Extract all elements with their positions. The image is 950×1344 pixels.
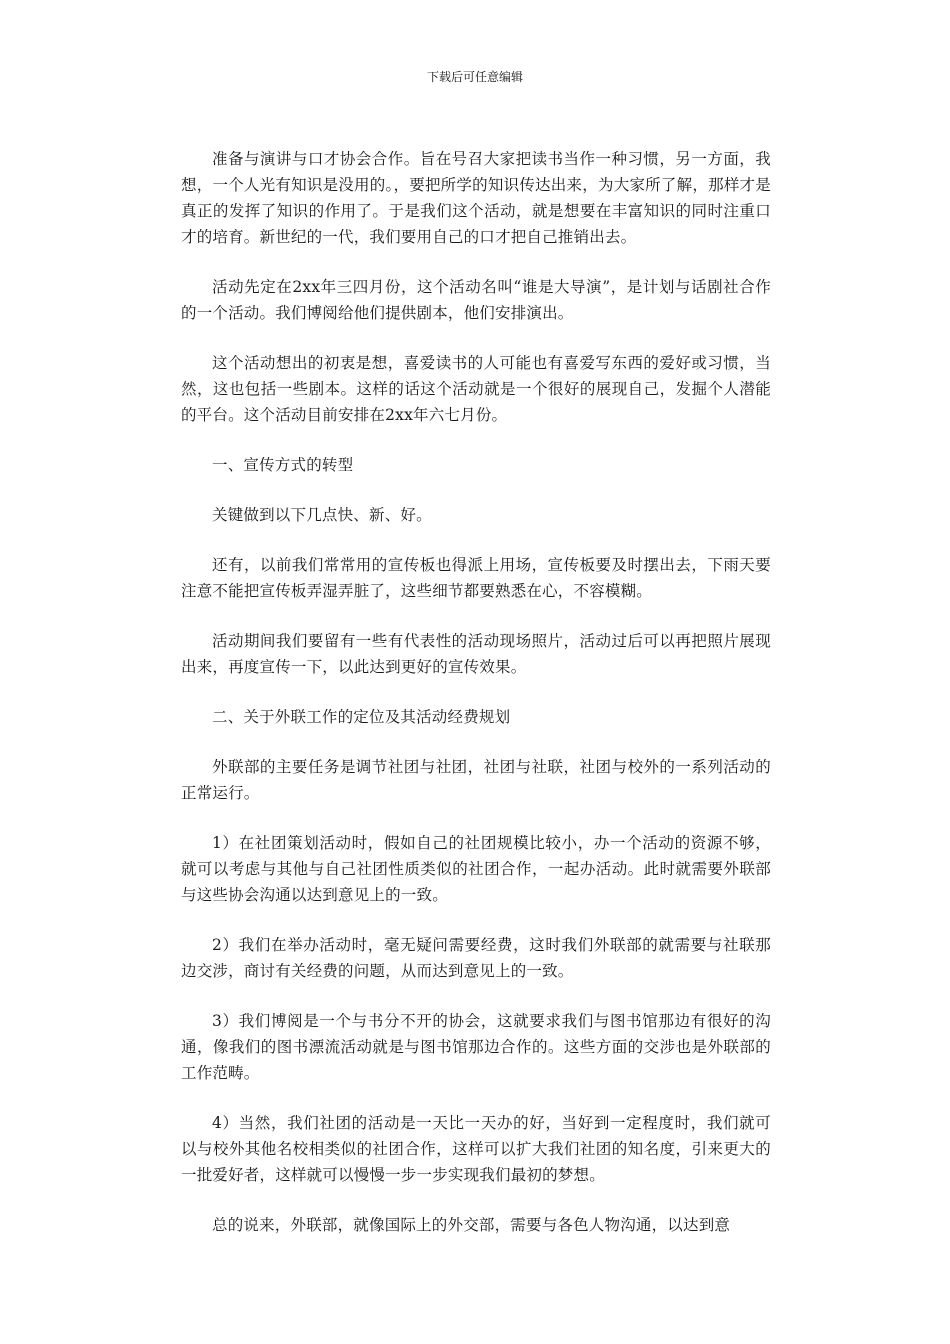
section-heading: 一、宣传方式的转型 — [212, 456, 354, 474]
list-item: 3）我们博阅是一个与书分不开的协会，这就要求我们与图书馆那边有很好的沟通，像我们的图书漂流活动就是与图书馆那边合作的。这些方面的交涉也是外联部的工作范畴。 — [181, 1012, 771, 1082]
list-item: 2）我们在举办活动时，毫无疑问需要经费，这时我们外联部的就需要与社联那边交涉，商讨有关经费的问题，从而达到意见上的一致。 — [181, 936, 771, 980]
document-body — [181, 146, 771, 1262]
list-item: 1）在社团策划活动时，假如自己的社团规模比较小，办一个活动的资源不够，就可以考虑与其他与自己社团性质类似的社团合作，一起办活动。此时就需要外联部与这些协会沟通以达到意见上的一致。 — [181, 834, 771, 904]
paragraph: 外联部的主要任务是调节社团与社团，社团与社联，社团与校外的一系列活动的正常运行。 — [181, 758, 771, 802]
page-header-note: 下载后可任意编辑 — [426, 70, 523, 84]
paragraph: 这个活动想出的初衷是想，喜爱读书的人可能也有喜爱写东西的爱好或习惯，当然，这也包括一些剧本。这样的话这个活动就是一个很好的展现自己，发掘个人潜能的平台。这个活动目前安排在2xx年六七月份。 — [181, 354, 771, 424]
paragraph: 总的说来，外联部，就像国际上的外交部，需要与各色人物沟通，以达到意 — [212, 1216, 731, 1234]
section-heading: 二、关于外联工作的定位及其活动经费规划 — [212, 708, 511, 726]
paragraph: 活动先定在2xx年三四月份，这个活动名叫“谁是大导演”，是计划与话剧社合作的一个活动。我们博阅给他们提供剧本，他们安排演出。 — [181, 278, 771, 322]
paragraph: 还有，以前我们常常用的宣传板也得派上用场，宣传板要及时摆出去，下雨天要注意不能把宣传板弄湿弄脏了，这些细节都要熟悉在心，不容模糊。 — [181, 556, 771, 600]
list-item: 4）当然，我们社团的活动是一天比一天办的好，当好到一定程度时，我们就可以与校外其他名校相类似的社团合作，这样可以扩大我们社团的知名度，引来更大的一批爱好者，这样就可以慢慢一步一步实现我们最初的梦想。 — [181, 1114, 771, 1184]
paragraph: 活动期间我们要留有一些有代表性的活动现场照片，活动过后可以再把照片展现出来，再度宣传一下，以此达到更好的宣传效果。 — [181, 632, 771, 676]
paragraph: 准备与演讲与口才协会合作。旨在号召大家把读书当作一种习惯，另一方面，我想，一个人光有知识是没用的。，要把所学的知识传达出来，为大家所了解，那样才是真正的发挥了知识的作用了。于是我们这个活动，就是想要在丰富知识的同时注重口才的培育。新世纪的一代，我们要用自己的口才把自己推销出去。 — [181, 150, 771, 246]
paragraph: 关键做到以下几点快、新、好。 — [212, 506, 432, 524]
